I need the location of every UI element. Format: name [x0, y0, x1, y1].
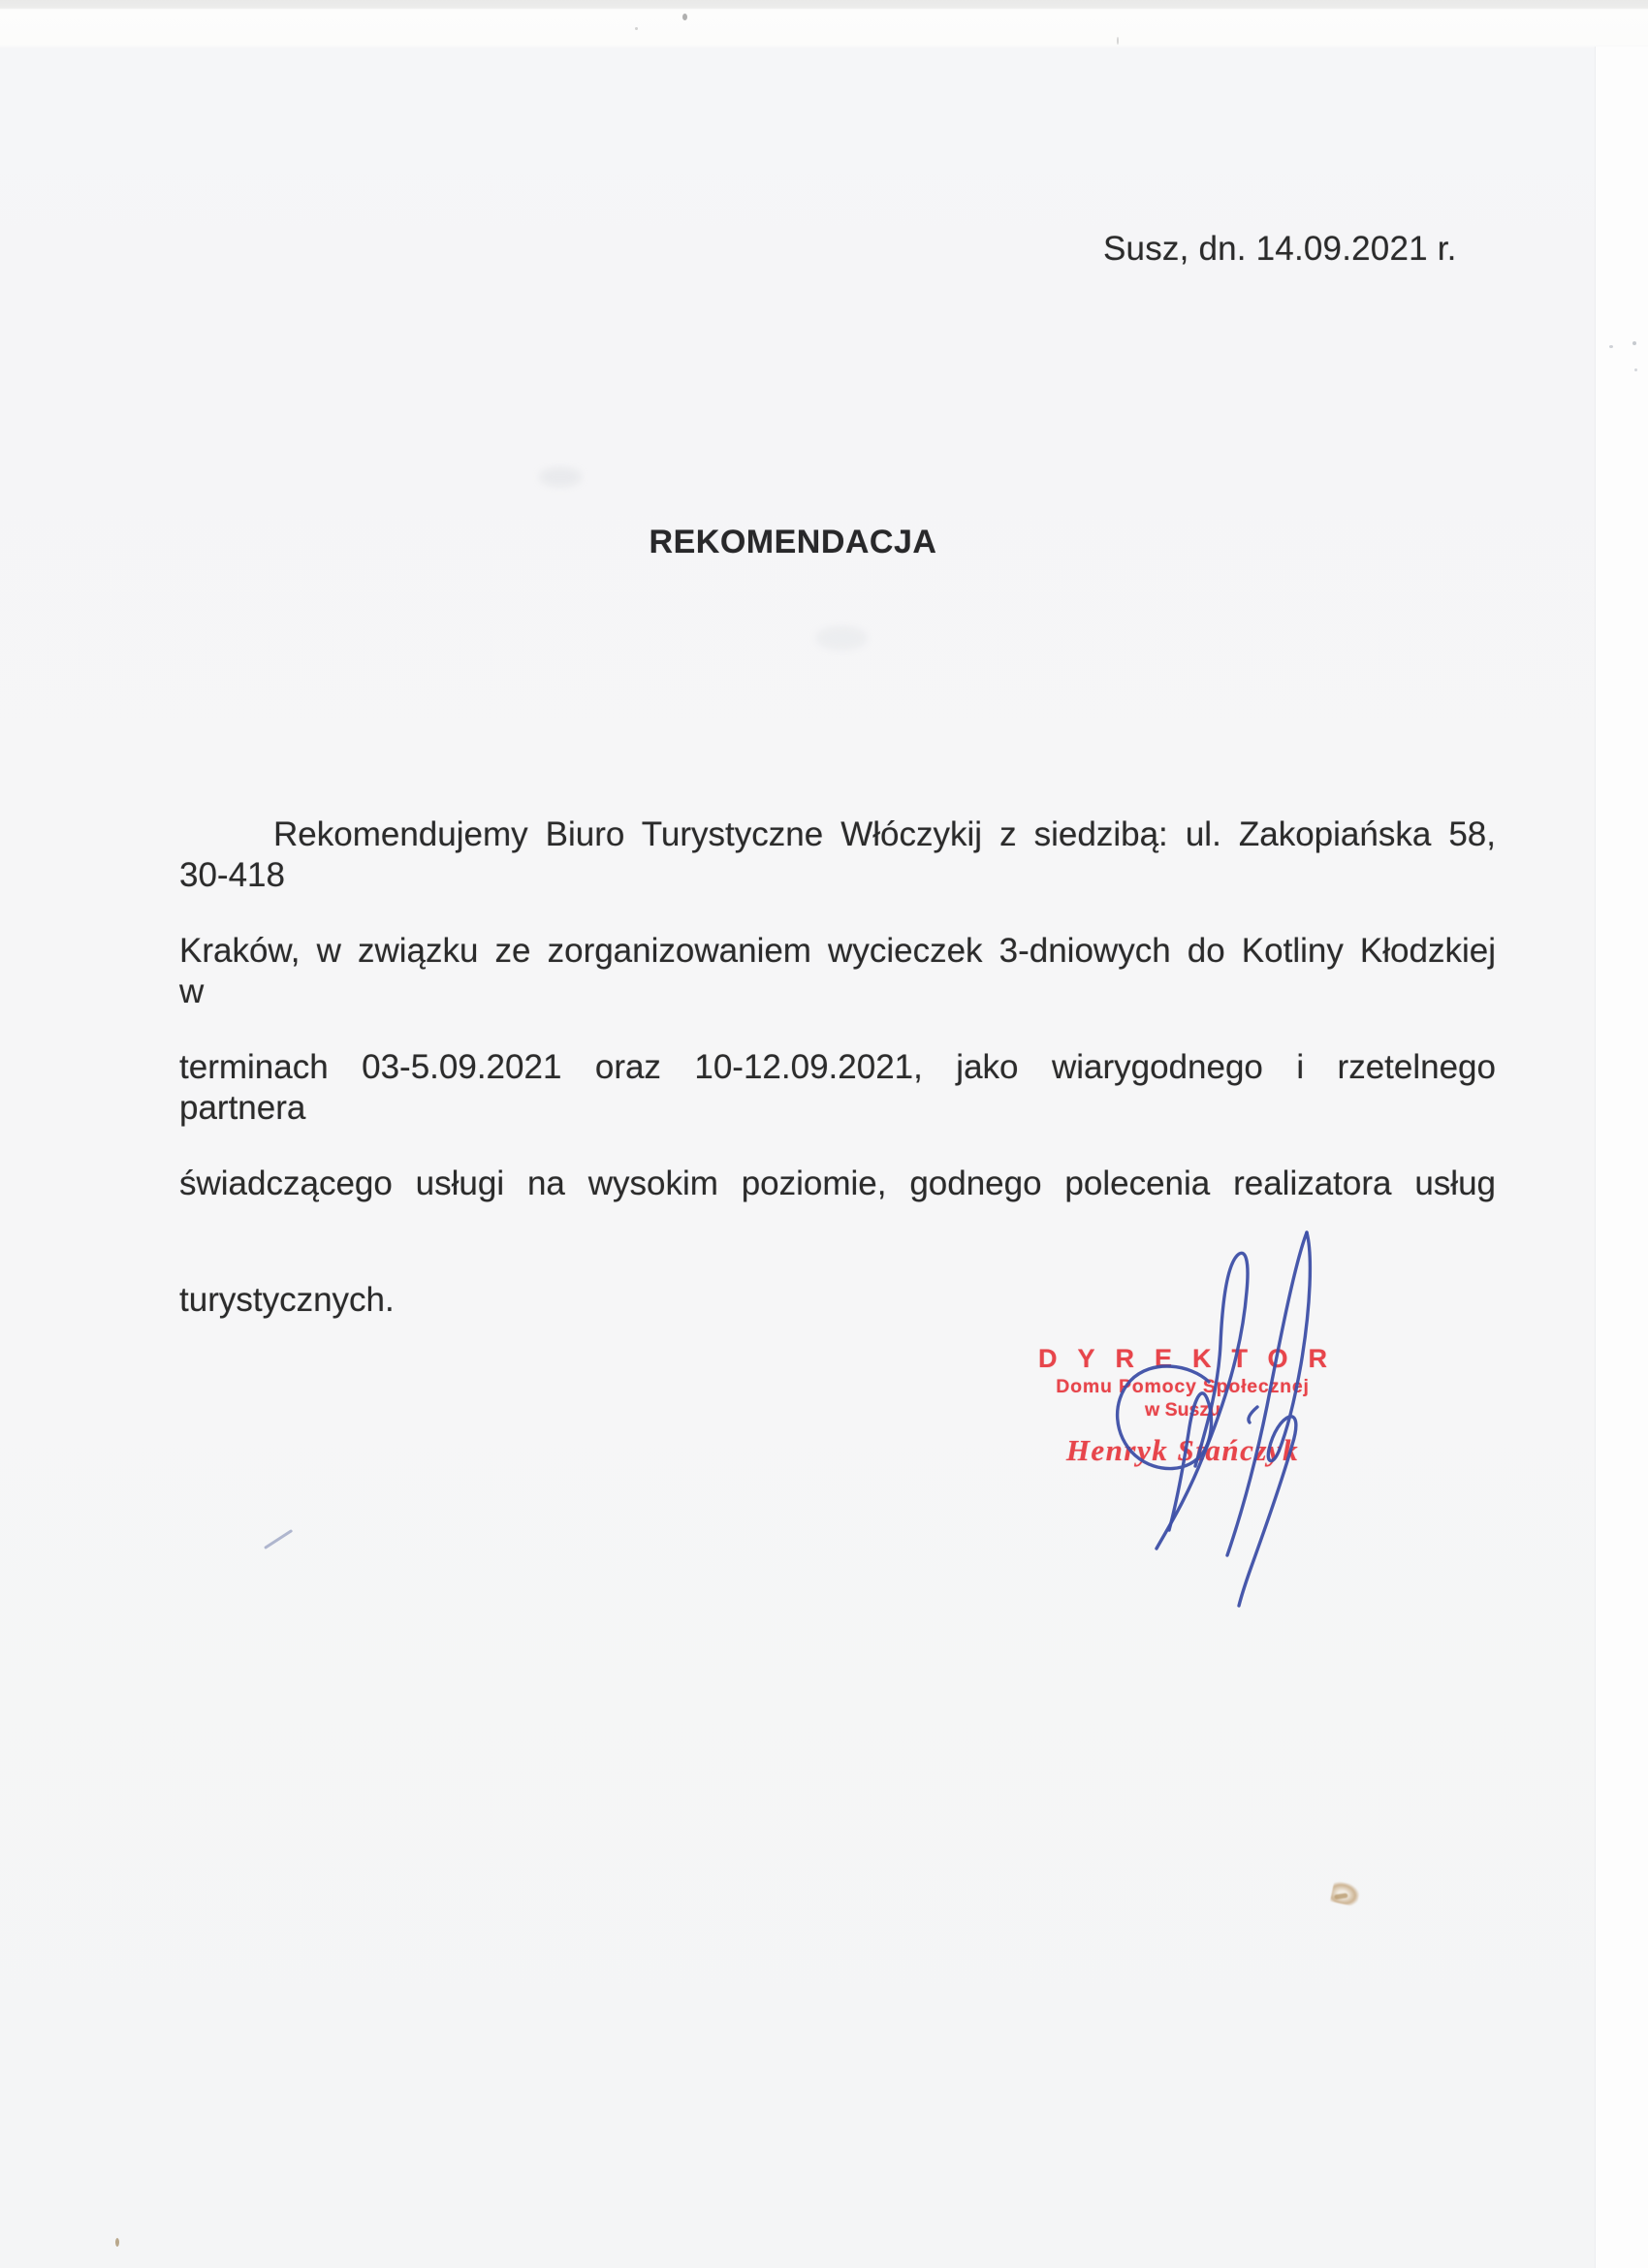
body-line-1: Rekomendujemy Biuro Turystyczne Włóczykij z siedzibą: ul. Zakopiańska 58, 30-418: [179, 815, 1496, 894]
stamp-director-name: Henryk Stańczyk: [1065, 1433, 1300, 1467]
faint-smudge: [816, 626, 867, 650]
scanner-debris-speck: [1330, 1880, 1361, 1906]
body-line-2: Kraków, w związku ze zorganizowaniem wycieczek 3-dniowych do Kotliny Kłodzkiej w: [179, 932, 1496, 1010]
handwritten-signature-ink: [1066, 1188, 1415, 1624]
body-line-5: turystycznych.: [179, 1281, 395, 1319]
faint-smudge: [539, 467, 582, 487]
dust-speck: [635, 27, 638, 30]
dust-speck: [682, 14, 687, 20]
body-line-3: terminach 03-5.09.2021 oraz 10-12.09.2021, jako wiarygodnego i rzetelnego partnera: [179, 1048, 1496, 1127]
dust-speck: [115, 2238, 119, 2247]
page-title: REKOMENDACJA: [649, 524, 937, 560]
stamp-title: DYREKTOR: [1037, 1344, 1348, 1373]
date-line: Susz, dn. 14.09.2021 r.: [1103, 230, 1457, 268]
dust-speck: [1632, 341, 1636, 345]
stamp-city-line: w Suszu: [1144, 1399, 1220, 1421]
scan-paper-right-edge: [1595, 47, 1648, 2268]
dust-speck: [1634, 368, 1637, 371]
dust-speck: [1609, 345, 1613, 348]
body-line-4: świadczącego usługi na wysokim poziomie, godnego polecenia realizatora usług: [179, 1165, 1496, 1202]
dust-speck: [1117, 37, 1119, 45]
stamp-org-line: Domu Pomocy Społecznej: [1056, 1376, 1310, 1397]
stray-pen-mark: [264, 1529, 293, 1549]
